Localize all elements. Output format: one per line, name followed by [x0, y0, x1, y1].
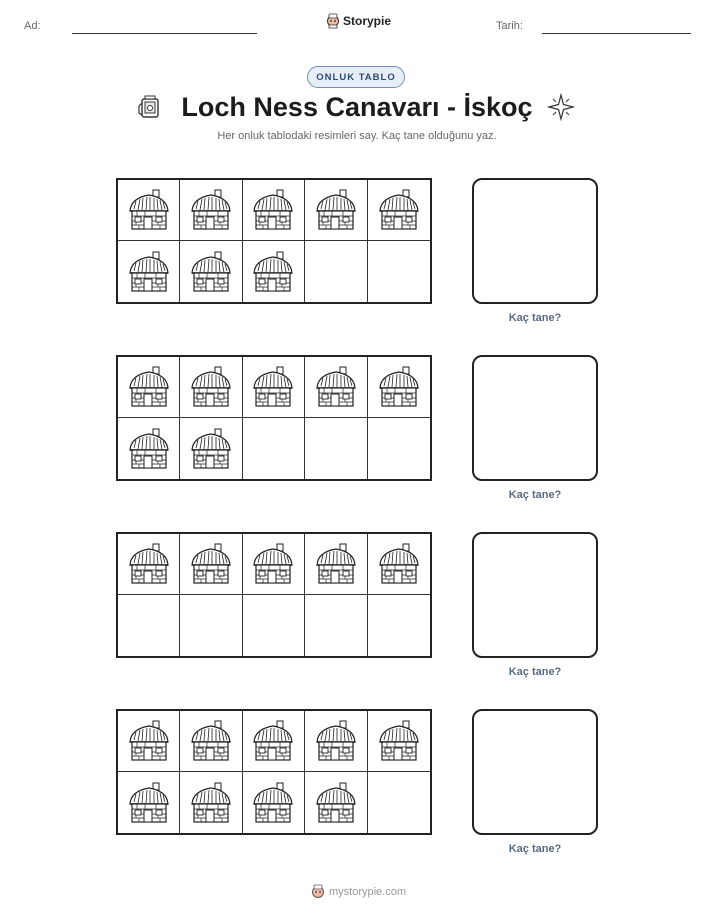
thatched-cottage-icon — [251, 251, 295, 293]
thatched-cottage-icon — [251, 720, 295, 762]
ten-frame-cell — [180, 180, 242, 241]
ten-frame-cell — [368, 357, 430, 418]
thatched-cottage-icon — [189, 189, 233, 231]
answer-box[interactable] — [472, 355, 598, 481]
thatched-cottage-icon — [189, 366, 233, 408]
thatched-cottage-icon — [314, 543, 358, 585]
storypie-mascot-icon — [326, 13, 340, 29]
answer-box[interactable] — [472, 709, 598, 835]
thatched-cottage-icon — [189, 428, 233, 470]
thatched-cottage-icon — [127, 720, 171, 762]
ten-frame-cell — [305, 711, 367, 772]
thatched-cottage-icon — [314, 189, 358, 231]
instructions: Her onluk tablodaki resimleri say. Kaç tane olduğunu yaz. — [217, 130, 497, 142]
ten-frame-cell — [180, 595, 242, 656]
ten-frame-cell — [305, 357, 367, 418]
ten-frame-cell — [118, 772, 180, 833]
worksheet-type-badge: ONLUK TABLO — [307, 66, 405, 88]
thatched-cottage-icon — [127, 189, 171, 231]
thatched-cottage-icon — [189, 782, 233, 824]
name-line — [72, 33, 257, 34]
thatched-cottage-icon — [189, 720, 233, 762]
ten-frame-cell — [243, 418, 305, 479]
thatched-cottage-icon — [377, 543, 421, 585]
ten-frame-cell — [368, 711, 430, 772]
ten-frame-cell — [180, 534, 242, 595]
ten-frame-cell — [118, 418, 180, 479]
ten-frame-cell — [305, 772, 367, 833]
brand-name: Storypie — [343, 14, 392, 28]
ten-frame-cell — [243, 711, 305, 772]
ten-frame — [116, 532, 432, 658]
ten-frame-cell — [243, 180, 305, 241]
answer-label: Kaç tane? — [508, 312, 562, 324]
ten-frame-cell — [305, 534, 367, 595]
thatched-cottage-icon — [251, 543, 295, 585]
date-label: Tarih: — [496, 20, 523, 32]
thatched-cottage-icon — [127, 251, 171, 293]
ten-frame-cell — [368, 534, 430, 595]
title-row — [0, 90, 714, 126]
date-line — [542, 33, 691, 34]
ten-frame-cell — [180, 418, 242, 479]
ten-frame-cell — [368, 772, 430, 833]
ten-frame-cell — [118, 357, 180, 418]
thatched-cottage-icon — [251, 189, 295, 231]
ten-frame-cell — [305, 595, 367, 656]
storypie-mascot-icon — [311, 884, 325, 900]
thatched-cottage-icon — [189, 543, 233, 585]
page-footer — [311, 884, 406, 900]
page-title: Loch Ness Canavarı - İskoç — [181, 92, 533, 122]
ten-frame-cell — [305, 418, 367, 479]
thatched-cottage-icon — [314, 366, 358, 408]
thatched-cottage-icon — [377, 366, 421, 408]
thatched-cottage-icon — [127, 543, 171, 585]
thatched-cottage-icon — [127, 782, 171, 824]
ten-frame-cell — [180, 711, 242, 772]
ten-frame-cell — [118, 595, 180, 656]
answer-box[interactable] — [472, 178, 598, 304]
ten-frame-cell — [180, 357, 242, 418]
ten-frame-cell — [118, 241, 180, 302]
ten-frame-cell — [243, 241, 305, 302]
ten-frame-cell — [180, 772, 242, 833]
ten-frame-cell — [243, 357, 305, 418]
ten-frame — [116, 355, 432, 481]
ten-frame-cell — [243, 534, 305, 595]
thatched-cottage-icon — [189, 251, 233, 293]
footer-url: mystorypie.com — [329, 886, 407, 898]
answer-label: Kaç tane? — [508, 666, 562, 678]
ten-frame-cell — [243, 772, 305, 833]
ten-frame-cell — [368, 595, 430, 656]
ten-frame-cell — [118, 534, 180, 595]
ten-frame-cell — [243, 595, 305, 656]
thatched-cottage-icon — [314, 782, 358, 824]
page-header — [0, 0, 714, 50]
thatched-cottage-icon — [314, 720, 358, 762]
answer-label: Kaç tane? — [508, 843, 562, 855]
name-label: Ad: — [24, 20, 41, 32]
ten-frame-cell — [368, 241, 430, 302]
thatched-cottage-icon — [377, 189, 421, 231]
ten-frame — [116, 709, 432, 835]
answer-label: Kaç tane? — [508, 489, 562, 501]
answer-box[interactable] — [472, 532, 598, 658]
ten-frame-cell — [118, 711, 180, 772]
thatched-cottage-icon — [127, 366, 171, 408]
thatched-cottage-icon — [377, 720, 421, 762]
ten-frame-cell — [368, 180, 430, 241]
brand-logo — [326, 13, 391, 29]
ten-frame — [116, 178, 432, 304]
thatched-cottage-icon — [251, 366, 295, 408]
thatched-cottage-icon — [127, 428, 171, 470]
ten-frame-cell — [368, 418, 430, 479]
ten-frame-cell — [180, 241, 242, 302]
ten-frame-cell — [305, 180, 367, 241]
ten-frame-cell — [118, 180, 180, 241]
sparkle-icon — [547, 93, 575, 121]
thatched-cottage-icon — [251, 782, 295, 824]
ten-frame-cell — [305, 241, 367, 302]
